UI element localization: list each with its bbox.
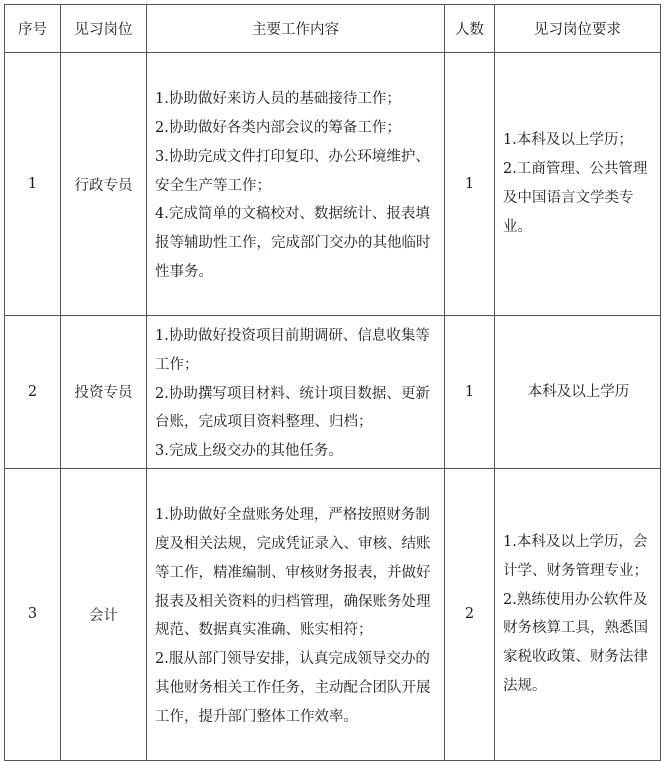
duty-item: 3.协助完成文件打印复印、办公环境维护、安全生产等工作； [155,148,430,194]
row-count: 1 [445,316,495,469]
requirement-item: 2.工商管理、公共管理及中国语言文学类专业。 [503,161,648,235]
row-no: 1 [5,53,61,316]
row-no: 3 [5,468,61,760]
table-row [5,316,661,469]
row-requirements [495,468,661,760]
requirement-item: 2.熟练使用办公软件及财务核算工具，熟悉国家税收政策、财务法律法规。 [503,591,648,695]
row-position: 行政专员 [61,53,147,316]
header-no: 序号 [5,5,61,53]
duty-item: 4.完成简单的文稿校对、数据统计、报表填报等辅助性工作，完成部门交办的其他临时性事务。 [155,206,431,280]
row-duties [147,316,445,469]
row-requirements [495,316,661,469]
header-count: 人数 [445,5,495,53]
row-no: 2 [5,316,61,469]
header-duties: 主要工作内容 [147,5,445,53]
row-duties [147,53,445,316]
duty-item: 2.服从部门领导安排，认真完成领导交办的其他财务相关工作任务，主动配合团队开展工作，提升部门整体工作效率。 [155,651,431,725]
duty-item: 1.协助做好投资项目前期调研、信息收集等工作； [155,328,430,373]
duty-item: 3.完成上级交办的其他任务。 [155,443,343,460]
row-count: 2 [445,468,495,760]
table-header-row [5,5,661,53]
duty-item: 1.协助做好全盘账务处理，严格按照财务制度及相关法规，完成凭证录入、审核、结账等工作，精准编制、审核财务报表，并做好报表及相关资料的归档管理，确保账务处理规范、数据真实准确、账实相符； [155,507,431,639]
header-requirements: 见习岗位要求 [495,5,661,53]
row-requirements [495,53,661,316]
row-position: 会计 [61,468,147,760]
row-position: 投资专员 [61,316,147,469]
duty-item: 1.协助做好来访人员的基础接待工作； [155,91,401,108]
row-duties [147,468,445,760]
requirement-item: 本科及以上学历 [527,383,630,400]
row-count: 1 [445,53,495,316]
requirement-item: 1.本科及以上学历，会计学、财务管理专业； [503,534,648,579]
duty-item: 2.协助撰写项目材料、统计项目数据、更新台账，完成项目资料整理、归档； [155,385,430,431]
positions-table [4,4,661,761]
duty-item: 2.协助做好各类内部会议的筹备工作； [155,120,401,136]
header-position: 见习岗位 [61,5,147,53]
table-row [5,53,661,316]
requirement-item: 1.本科及以上学历； [503,132,633,149]
table-row [5,468,661,760]
